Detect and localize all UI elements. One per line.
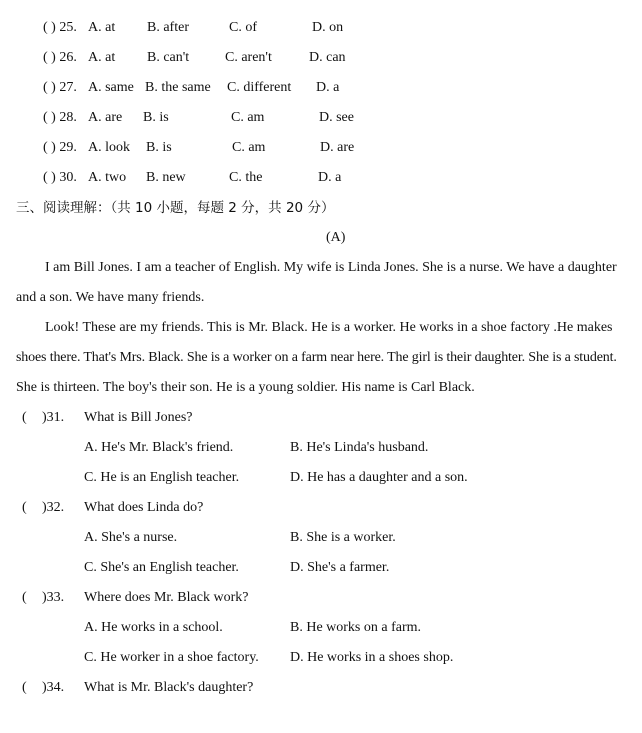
option-a: A. He works in a school. (84, 620, 223, 635)
option-d: D. He has a daughter and a son. (290, 470, 468, 485)
option-c: C. the (229, 170, 263, 185)
section-heading: 三、阅读理解：（共 10 小题，每题 2 分，共 20 分） (16, 200, 335, 216)
option-c: C. am (232, 140, 266, 155)
passage-line: Look! These are my friends. This is Mr. Black. He is a worker. He works in a shoe factory .He makes (45, 320, 613, 335)
option-d: D. He works in a shoes shop. (290, 650, 454, 665)
passage-line: She is thirteen. The boy's their son. He is a young soldier. His name is Carl Black. (16, 380, 475, 395)
option-a: A. He's Mr. Black's friend. (84, 440, 234, 455)
question-text: What is Mr. Black's daughter? (84, 680, 254, 695)
option-c: C. aren't (225, 50, 272, 65)
option-c: C. different (227, 80, 292, 95)
option-d: D. She's a farmer. (290, 560, 390, 575)
question-number: )34. (42, 680, 65, 695)
option-d: D. a (318, 170, 342, 185)
question-number: )33. (42, 590, 65, 605)
option-b: B. He works on a farm. (290, 620, 422, 635)
option-d: D. see (319, 110, 354, 125)
option-a: A. She's a nurse. (84, 530, 178, 545)
passage-label: (A) (326, 230, 346, 245)
option-c: C. He worker in a shoe factory. (84, 650, 259, 665)
question-number: ( ) 27. (43, 80, 77, 95)
answer-paren: ( (22, 500, 27, 515)
option-b: B. He's Linda's husband. (290, 440, 429, 455)
option-b: B. after (147, 20, 189, 35)
option-d: D. can (309, 50, 346, 65)
option-d: D. on (312, 20, 344, 35)
question-number: ( ) 29. (43, 140, 77, 155)
question-number: ( ) 28. (43, 110, 77, 125)
option-b: B. can't (147, 50, 190, 65)
option-a: A. two (88, 170, 127, 185)
option-b: B. is (146, 140, 172, 155)
question-text: Where does Mr. Black work? (84, 590, 249, 605)
option-d: D. are (320, 140, 355, 155)
answer-paren: ( (22, 590, 27, 605)
passage-line: shoes there. That's Mrs. Black. She is a worker on a farm near here. The girl is their daughter. She is a student. (16, 350, 617, 365)
answer-paren: ( (22, 410, 27, 425)
question-number: ( ) 25. (43, 20, 77, 35)
option-c: C. of (229, 20, 257, 35)
question-number: ( ) 26. (43, 50, 77, 65)
option-b: B. the same (145, 80, 211, 95)
option-c: C. She's an English teacher. (84, 560, 239, 575)
option-b: B. new (146, 170, 186, 185)
option-c: C. He is an English teacher. (84, 470, 240, 485)
option-c: C. am (231, 110, 265, 125)
question-number: )32. (42, 500, 65, 515)
option-a: A. are (88, 110, 123, 125)
option-a: A. at (88, 20, 116, 35)
question-number: ( ) 30. (43, 170, 77, 185)
question-text: What does Linda do? (84, 500, 204, 515)
answer-paren: ( (22, 680, 27, 695)
question-text: What is Bill Jones? (84, 410, 193, 425)
passage-line: and a son. We have many friends. (16, 290, 205, 305)
passage-line: I am Bill Jones. I am a teacher of English. My wife is Linda Jones. She is a nurse. We have a daughter (45, 260, 617, 275)
option-a: A. at (88, 50, 116, 65)
option-a: A. same (88, 80, 134, 95)
option-b: B. She is a worker. (290, 530, 396, 545)
option-a: A. look (88, 140, 130, 155)
option-d: D. a (316, 80, 340, 95)
question-number: )31. (42, 410, 65, 425)
option-b: B. is (143, 110, 169, 125)
